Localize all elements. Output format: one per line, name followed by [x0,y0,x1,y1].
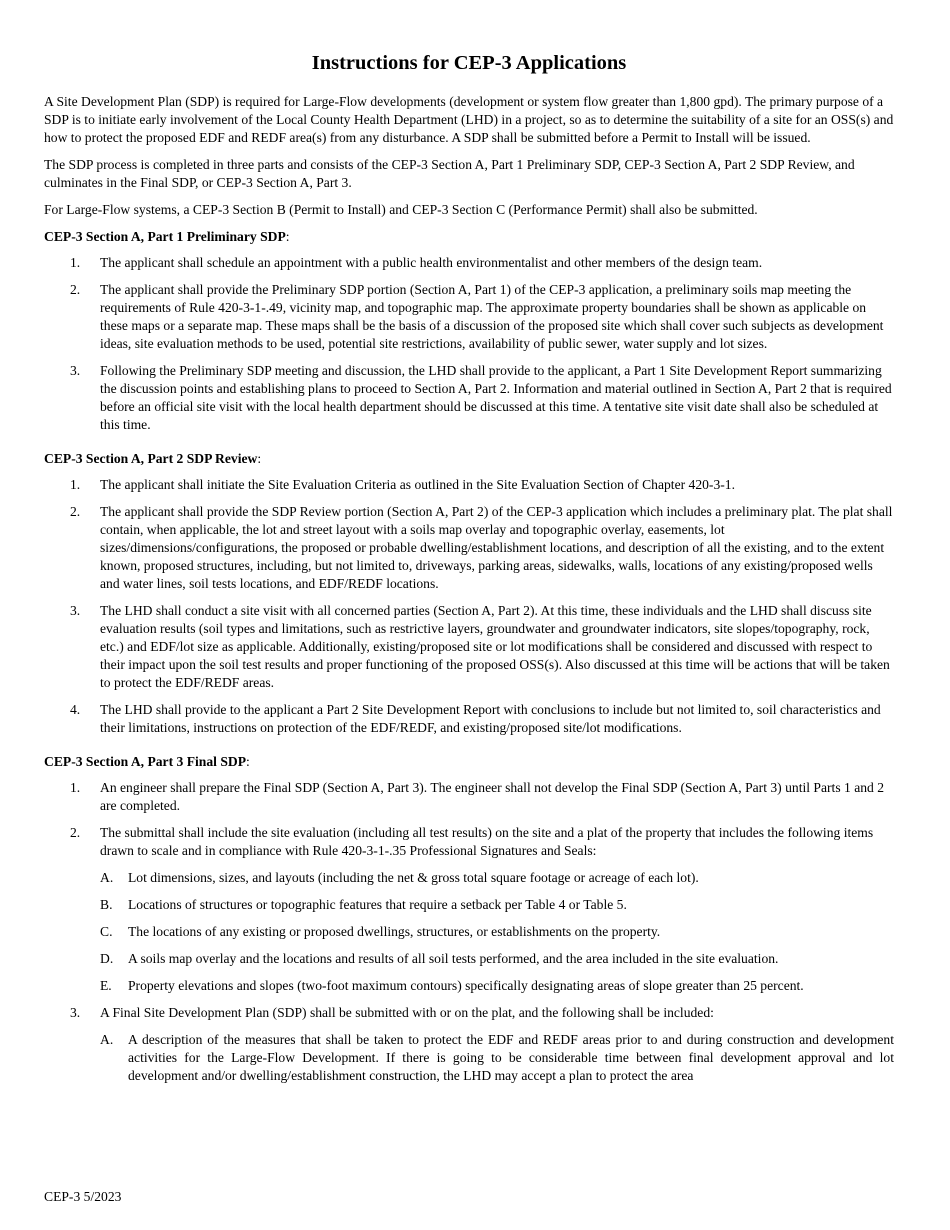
intro-paragraph-2: The SDP process is completed in three parts and consists of the CEP-3 Section A, Part 1 Preliminary SDP, CEP-3 Section A, Part 2 SDP Review, and culminates in the Final SDP, or CEP-3 Section A, Part 3. [44,157,855,190]
list-text: The applicant shall schedule an appointment with a public health environmentalist and other members of the design team. [100,255,763,270]
list-number: 2. [70,504,81,519]
list-item [44,281,894,353]
list-text: Following the Preliminary SDP meeting and discussion, the LHD shall provide to the applicant, a Part 1 Site Development Report summarizing the discussion points and establishing plans to proceed to Section A, Part 2. Information and material outlined in Section A, Part 2 that is required before an official site visit with the local health department should be discussed at this time. A tentative site visit date shall also be scheduled at this time. [100,363,892,432]
list-text: The submittal shall include the site evaluation (including all test results) on the site and a plat of the property that includes the following items drawn to scale and in compliance with Rule 420-3-1-.35 Professional Signatures and Seals: [100,825,874,858]
list-number: 2. [70,825,81,840]
page-title: Instructions for CEP-3 Applications [311,52,627,74]
list-item [44,476,894,494]
sublist-letter: A. [100,870,114,885]
list-item [44,1004,894,1085]
list-item [44,362,894,434]
section-heading-part2-text: CEP-3 Section A, Part 2 SDP Review [44,451,258,466]
list-number: 3. [70,603,81,618]
list-item [44,701,894,737]
section-heading-part3-text: CEP-3 Section A, Part 3 Final SDP [44,754,247,769]
list-number: 1. [70,477,81,492]
list-number: 1. [70,780,81,795]
list-item [44,503,894,593]
list-text: The LHD shall conduct a site visit with all concerned parties (Section A, Part 2). At this time, these individuals and the LHD shall discuss site evaluation results (soil types and limitations, such as restrictive layers, groundwater and groundwater indicators, site slopes/topography, rock, etc.) and EDF/lot size as applicable. Additionally, existing/proposed site or lot modifications shall be considered and discussed with respect to their impact upon the soil test results and proper functioning of the proposed OSS(s). Also discussed at this time will be actions that will be taken to protect the EDF/REDF areas. [100,603,890,690]
sublist-item [100,977,894,995]
sublist-text: Property elevations and slopes (two-foot maximum contours) specifically designating areas of slope greater than 25 percent. [128,978,804,993]
section-heading-part1 [44,228,894,246]
sublist-letter: B. [100,897,113,912]
intro-paragraph-1: A Site Development Plan (SDP) is required for Large-Flow developments (development or system flow greater than 1,800 gpd). The primary purpose of a SDP is to initiate early involvement of the Local County Health Department (LHD) in a project, so as to determine the suitability of a site for an OSS(s) and how to protect the proposed EDF and REDF area(s) from any disturbance. A SDP shall be submitted before a Permit to Install will be issued. [44,94,894,145]
section-heading-part1-text: CEP-3 Section A, Part 1 Preliminary SDP [44,229,286,244]
sublist-text: A description of the measures that shall be taken to protect the EDF and REDF areas prior to and during construction and development activities for the Large-Flow Development. If there is going to be considerable time between final development approval and lot development and/or dwelling/establishment construction, the LHD may accept a plan to protect the area [128,1032,894,1083]
list-item [44,602,894,692]
section-heading-part3-colon: : [246,754,250,769]
sublist-item [100,950,894,968]
list-text: The applicant shall provide the SDP Review portion (Section A, Part 2) of the CEP-3 application which includes a preliminary plat. The plat shall contain, when applicable, the lot and street layout with a soils map overlay and topographic overlay, easements, lot sizes/dimensions/configurations, the proposed or probable dwelling/establishment locations, and description of all the existing, and to the extent known, proposed structures, including, but not limited to, driveways, parking areas, sidewalks, walls, locations of any existing/proposed wells and water lines, soil tests locations, and EDF/REDF locations. [100,504,893,591]
list-item [44,779,894,815]
sublist-item [100,923,894,941]
sublist-item [100,896,894,914]
sublist [100,869,894,995]
section-heading-part3 [44,753,894,771]
sublist-item [100,869,894,887]
list-item [44,254,894,272]
section-heading-part2 [44,450,894,468]
sublist-text: Lot dimensions, sizes, and layouts (including the net & gross total square footage or acreage of each lot). [128,870,699,885]
list-item [44,824,894,995]
section-heading-part2-colon: : [257,451,262,466]
list-text: The LHD shall provide to the applicant a Part 2 Site Development Report with conclusions to include but not limited to, soil characteristics and their limitations, instructions on protection of the EDF/REDF, and existing/proposed site/lot modifications. [100,702,881,735]
document-page [44,50,894,1094]
sublist-letter: C. [100,924,113,939]
part1-list [44,254,894,434]
sublist-letter: D. [100,951,114,966]
list-number: 1. [70,255,81,270]
list-number: 3. [70,363,81,378]
section-heading-part1-colon: : [285,229,290,244]
page-footer: CEP-3 5/2023 [44,1189,122,1204]
part2-list [44,476,894,737]
sublist-text: A soils map overlay and the locations and results of all soil tests performed, and the area included in the site evaluation. [128,951,779,966]
list-text: The applicant shall initiate the Site Evaluation Criteria as outlined in the Site Evaluation Section of Chapter 420-3-1. [100,477,735,492]
list-number: 4. [70,702,81,717]
sublist-text: Locations of structures or topographic features that require a setback per Table 4 or Table 5. [128,897,627,912]
list-text: A Final Site Development Plan (SDP) shall be submitted with or on the plat, and the following shall be included: [100,1005,714,1020]
sublist-text: The locations of any existing or proposed dwellings, structures, or establishments on the property. [128,924,661,939]
part3-list [44,779,894,1085]
list-number: 3. [70,1005,81,1020]
sublist-letter: A. [100,1032,114,1047]
list-text: An engineer shall prepare the Final SDP (Section A, Part 3). The engineer shall not develop the Final SDP (Section A, Part 3) until Parts 1 and 2 are completed. [100,780,885,813]
sublist-item [100,1031,894,1085]
sublist [100,1031,894,1085]
list-text: The applicant shall provide the Preliminary SDP portion (Section A, Part 1) of the CEP-3 application, a preliminary soils map meeting the requirements of Rule 420-3-1-.49, vicinity map, and topographic map. The approximate property boundaries shall be shown as applicable on these maps or a separate map. These maps shall be the basis of a discussion of the proposed site which shall cover such subjects as development ideas, site evaluation methods to be used, potential site restrictions, availability of public sewer, water supply and lot sizes. [100,282,884,351]
intro-paragraph-3: For Large-Flow systems, a CEP-3 Section B (Permit to Install) and CEP-3 Section C (Performance Permit) shall also be submitted. [44,202,758,217]
list-number: 2. [70,282,81,297]
sublist-letter: E. [100,978,112,993]
